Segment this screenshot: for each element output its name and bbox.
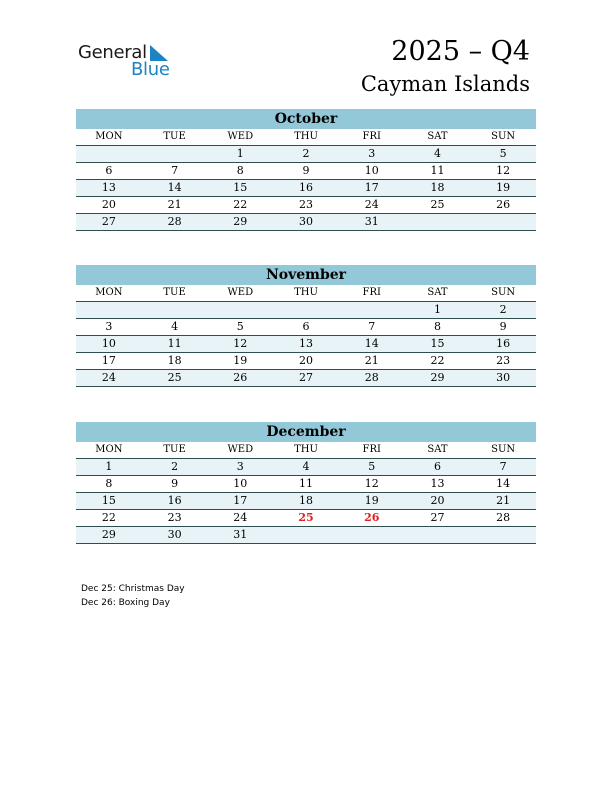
day-cell: 23 bbox=[299, 198, 314, 211]
day-cell: 5 bbox=[368, 460, 376, 473]
logo-word-blue: Blue bbox=[131, 59, 170, 80]
day-cell: 16 bbox=[496, 337, 511, 350]
day-cell bbox=[470, 527, 536, 543]
month-name: October bbox=[76, 109, 536, 129]
week-row bbox=[76, 336, 536, 353]
day-cell: 29 bbox=[233, 215, 248, 228]
day-cell: 24 bbox=[101, 371, 116, 384]
weekday-sun: SUN bbox=[491, 287, 516, 298]
day-cell: 12 bbox=[233, 337, 248, 350]
day-cell: 7 bbox=[499, 460, 507, 473]
day-cell: 11 bbox=[430, 164, 445, 177]
weekday-wed: WED bbox=[227, 287, 254, 298]
day-cell: 15 bbox=[233, 181, 248, 194]
day-cell: 18 bbox=[167, 354, 182, 367]
day-cell: 19 bbox=[233, 354, 248, 367]
day-cell: 13 bbox=[430, 477, 445, 490]
day-cell: 18 bbox=[299, 494, 314, 507]
day-cell bbox=[273, 302, 339, 318]
week-row bbox=[76, 163, 536, 180]
day-cell: 18 bbox=[430, 181, 445, 194]
day-cell: 17 bbox=[233, 494, 248, 507]
day-cell: 14 bbox=[364, 337, 379, 350]
day-cell: 21 bbox=[364, 354, 379, 367]
day-cell: 30 bbox=[496, 371, 511, 384]
week-row bbox=[76, 493, 536, 510]
day-cell: 26 bbox=[496, 198, 511, 211]
day-cell bbox=[273, 527, 339, 543]
weekday-header-row bbox=[76, 442, 536, 459]
holiday-note: Dec 26: Boxing Day bbox=[81, 598, 170, 608]
day-cell: 21 bbox=[496, 494, 511, 507]
day-cell: 27 bbox=[299, 371, 314, 384]
week-row bbox=[76, 476, 536, 493]
weekday-mon: MON bbox=[95, 131, 123, 142]
week-row bbox=[76, 302, 536, 319]
day-cell: 15 bbox=[101, 494, 116, 507]
day-cell: 2 bbox=[302, 147, 310, 160]
weekday-thu: THU bbox=[294, 287, 318, 298]
day-cell: 28 bbox=[167, 215, 182, 228]
weekday-fri: FRI bbox=[362, 444, 381, 455]
day-cell: 10 bbox=[364, 164, 379, 177]
month-december bbox=[76, 422, 536, 544]
week-row bbox=[76, 146, 536, 163]
day-cell: 6 bbox=[302, 320, 310, 333]
day-cell: 12 bbox=[496, 164, 511, 177]
day-cell: 13 bbox=[299, 337, 314, 350]
day-cell: 3 bbox=[368, 147, 376, 160]
holiday-day-cell: 25 bbox=[298, 511, 314, 524]
weekday-thu: THU bbox=[294, 444, 318, 455]
day-cell bbox=[470, 214, 536, 230]
day-cell: 22 bbox=[101, 511, 116, 524]
day-cell: 4 bbox=[171, 320, 179, 333]
holiday-note: Dec 25: Christmas Day bbox=[81, 584, 185, 594]
week-row bbox=[76, 214, 536, 231]
weekday-mon: MON bbox=[95, 444, 123, 455]
country-name: Cayman Islands bbox=[360, 72, 530, 96]
day-cell: 27 bbox=[430, 511, 445, 524]
day-cell bbox=[339, 302, 405, 318]
day-cell: 16 bbox=[299, 181, 314, 194]
weekday-wed: WED bbox=[227, 131, 254, 142]
day-cell bbox=[207, 302, 273, 318]
day-cell: 3 bbox=[105, 320, 113, 333]
day-cell: 20 bbox=[299, 354, 314, 367]
page-title: 2025 – Q4 bbox=[391, 36, 530, 67]
day-cell: 28 bbox=[364, 371, 379, 384]
weekday-thu: THU bbox=[294, 131, 318, 142]
day-cell: 11 bbox=[299, 477, 314, 490]
day-cell: 22 bbox=[430, 354, 445, 367]
weekday-sat: SAT bbox=[427, 444, 448, 455]
day-cell: 5 bbox=[236, 320, 244, 333]
day-cell: 1 bbox=[105, 460, 113, 473]
day-cell: 27 bbox=[101, 215, 116, 228]
day-cell: 9 bbox=[171, 477, 179, 490]
day-cell: 11 bbox=[167, 337, 182, 350]
day-cell: 3 bbox=[236, 460, 244, 473]
generalblue-logo bbox=[78, 42, 178, 82]
day-cell: 29 bbox=[430, 371, 445, 384]
week-row bbox=[76, 180, 536, 197]
weekday-sun: SUN bbox=[491, 444, 516, 455]
day-cell: 5 bbox=[499, 147, 507, 160]
week-row bbox=[76, 319, 536, 336]
month-name: December bbox=[76, 422, 536, 442]
day-cell: 14 bbox=[496, 477, 511, 490]
day-cell: 8 bbox=[433, 320, 441, 333]
day-cell: 30 bbox=[299, 215, 314, 228]
day-cell: 1 bbox=[433, 303, 441, 316]
day-cell: 21 bbox=[167, 198, 182, 211]
day-cell bbox=[142, 146, 208, 162]
day-cell: 2 bbox=[171, 460, 179, 473]
weekday-sun: SUN bbox=[491, 131, 516, 142]
weekday-fri: FRI bbox=[362, 131, 381, 142]
day-cell: 15 bbox=[430, 337, 445, 350]
day-cell: 26 bbox=[233, 371, 248, 384]
day-cell: 8 bbox=[105, 477, 113, 490]
day-cell: 25 bbox=[167, 371, 182, 384]
day-cell: 23 bbox=[167, 511, 182, 524]
day-cell: 10 bbox=[101, 337, 116, 350]
day-cell: 9 bbox=[302, 164, 310, 177]
day-cell: 20 bbox=[430, 494, 445, 507]
day-cell: 29 bbox=[101, 528, 116, 541]
day-cell: 4 bbox=[433, 147, 441, 160]
day-cell: 4 bbox=[302, 460, 310, 473]
day-cell: 31 bbox=[233, 528, 248, 541]
weekday-tue: TUE bbox=[163, 444, 186, 455]
holiday-notes bbox=[81, 582, 185, 610]
day-cell bbox=[76, 302, 142, 318]
week-row bbox=[76, 510, 536, 527]
day-cell: 1 bbox=[236, 147, 244, 160]
day-cell: 14 bbox=[167, 181, 182, 194]
week-row bbox=[76, 370, 536, 387]
day-cell: 6 bbox=[433, 460, 441, 473]
holiday-day-cell: 26 bbox=[364, 511, 380, 524]
day-cell bbox=[339, 527, 405, 543]
day-cell: 24 bbox=[233, 511, 248, 524]
day-cell: 20 bbox=[101, 198, 116, 211]
day-cell: 19 bbox=[496, 181, 511, 194]
month-name: November bbox=[76, 265, 536, 285]
day-cell: 30 bbox=[167, 528, 182, 541]
day-cell: 19 bbox=[364, 494, 379, 507]
weekday-header-row bbox=[76, 285, 536, 302]
day-cell: 10 bbox=[233, 477, 248, 490]
day-cell: 17 bbox=[364, 181, 379, 194]
weekday-tue: TUE bbox=[163, 131, 186, 142]
day-cell: 13 bbox=[101, 181, 116, 194]
month-november bbox=[76, 265, 536, 387]
day-cell: 2 bbox=[499, 303, 507, 316]
day-cell: 22 bbox=[233, 198, 248, 211]
logo-word-general: General bbox=[78, 42, 147, 63]
day-cell: 7 bbox=[171, 164, 179, 177]
day-cell: 24 bbox=[364, 198, 379, 211]
day-cell: 9 bbox=[499, 320, 507, 333]
weekday-fri: FRI bbox=[362, 287, 381, 298]
day-cell: 17 bbox=[101, 354, 116, 367]
weekday-sat: SAT bbox=[427, 131, 448, 142]
weekday-tue: TUE bbox=[163, 287, 186, 298]
day-cell: 12 bbox=[364, 477, 379, 490]
day-cell: 28 bbox=[496, 511, 511, 524]
day-cell: 16 bbox=[167, 494, 182, 507]
day-cell: 23 bbox=[496, 354, 511, 367]
week-row bbox=[76, 197, 536, 214]
day-cell: 31 bbox=[364, 215, 379, 228]
weekday-mon: MON bbox=[95, 287, 123, 298]
weekday-header-row bbox=[76, 129, 536, 146]
week-row bbox=[76, 527, 536, 544]
day-cell: 25 bbox=[430, 198, 445, 211]
week-row bbox=[76, 353, 536, 370]
day-cell: 8 bbox=[236, 164, 244, 177]
weekday-sat: SAT bbox=[427, 287, 448, 298]
day-cell: 7 bbox=[368, 320, 376, 333]
month-october bbox=[76, 109, 536, 231]
weekday-wed: WED bbox=[227, 444, 254, 455]
day-cell bbox=[405, 214, 471, 230]
day-cell bbox=[142, 302, 208, 318]
day-cell bbox=[76, 146, 142, 162]
day-cell: 6 bbox=[105, 164, 113, 177]
week-row bbox=[76, 459, 536, 476]
day-cell bbox=[405, 527, 471, 543]
